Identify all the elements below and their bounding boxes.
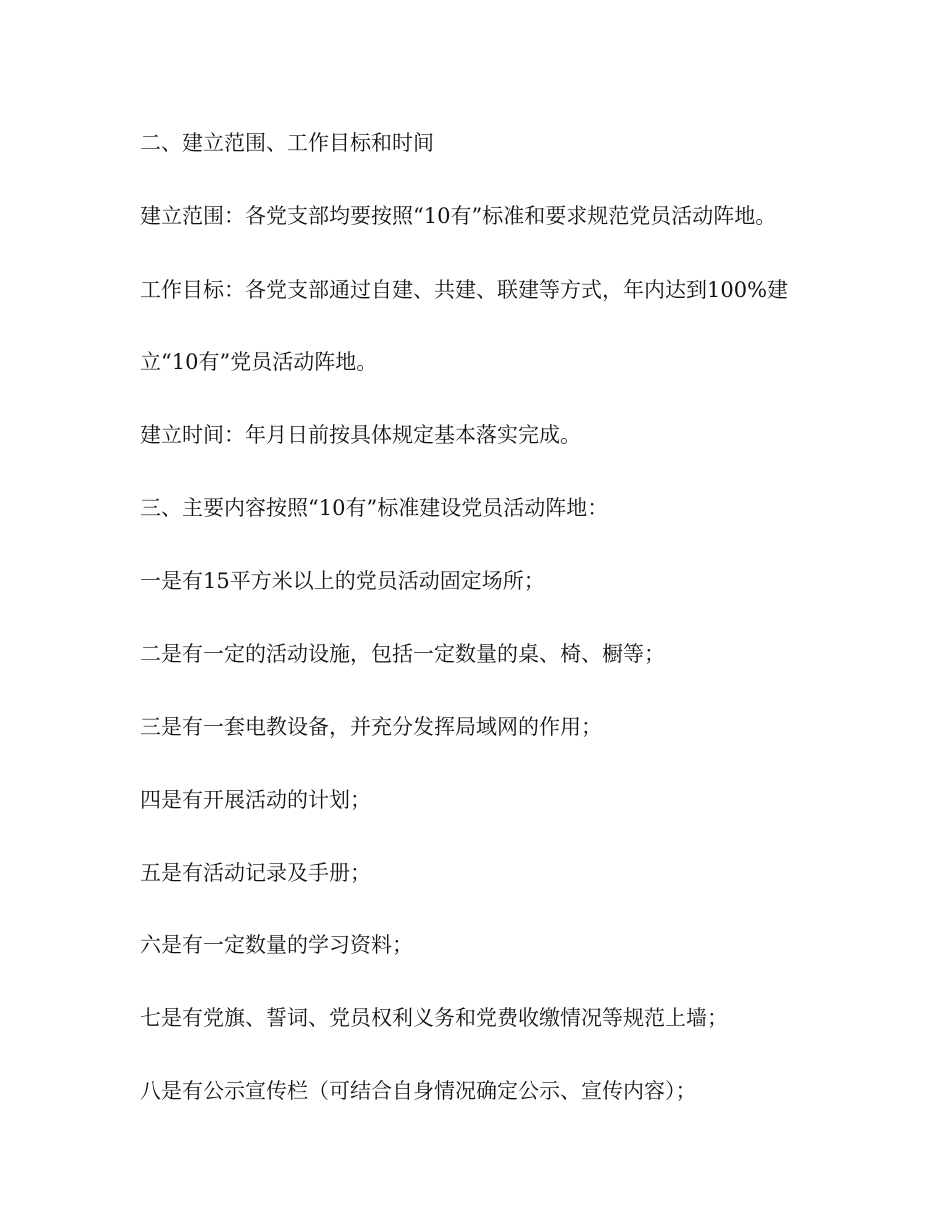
list-item-7: 七是有党旗、誓词、党员权利义务和党费收缴情况等规范上墙； bbox=[140, 1006, 728, 1030]
list-item-8: 八是有公示宣传栏（可结合自身情况确定公示、宣传内容）； bbox=[140, 1079, 697, 1103]
paragraph-scope: 建立范围：各党支部均要按照“10有”标准和要求规范党员活动阵地。 bbox=[140, 204, 777, 228]
section-heading-scope: 二、建立范围、工作目标和时间 bbox=[140, 131, 434, 155]
list-item-3: 三是有一套电教设备，并充分发挥局域网的作用； bbox=[140, 715, 602, 739]
list-item-1: 一是有15平方米以上的党员活动固定场所； bbox=[140, 569, 545, 593]
paragraph-goal-continued: 立“10有”党员活动阵地。 bbox=[140, 350, 378, 374]
list-item-5: 五是有活动记录及手册； bbox=[140, 861, 371, 885]
section-heading-content: 三、主要内容按照“10有”标准建设党员活动阵地： bbox=[140, 496, 609, 520]
paragraph-time: 建立时间：年月日前按具体规定基本落实完成。 bbox=[140, 423, 581, 447]
list-item-4: 四是有开展活动的计划； bbox=[140, 788, 371, 812]
list-item-6: 六是有一定数量的学习资料； bbox=[140, 933, 413, 957]
paragraph-goal: 工作目标：各党支部通过自建、共建、联建等方式，年内达到100%建 bbox=[140, 278, 789, 302]
list-item-2: 二是有一定的活动设施，包括一定数量的桌、椅、橱等； bbox=[140, 642, 665, 666]
